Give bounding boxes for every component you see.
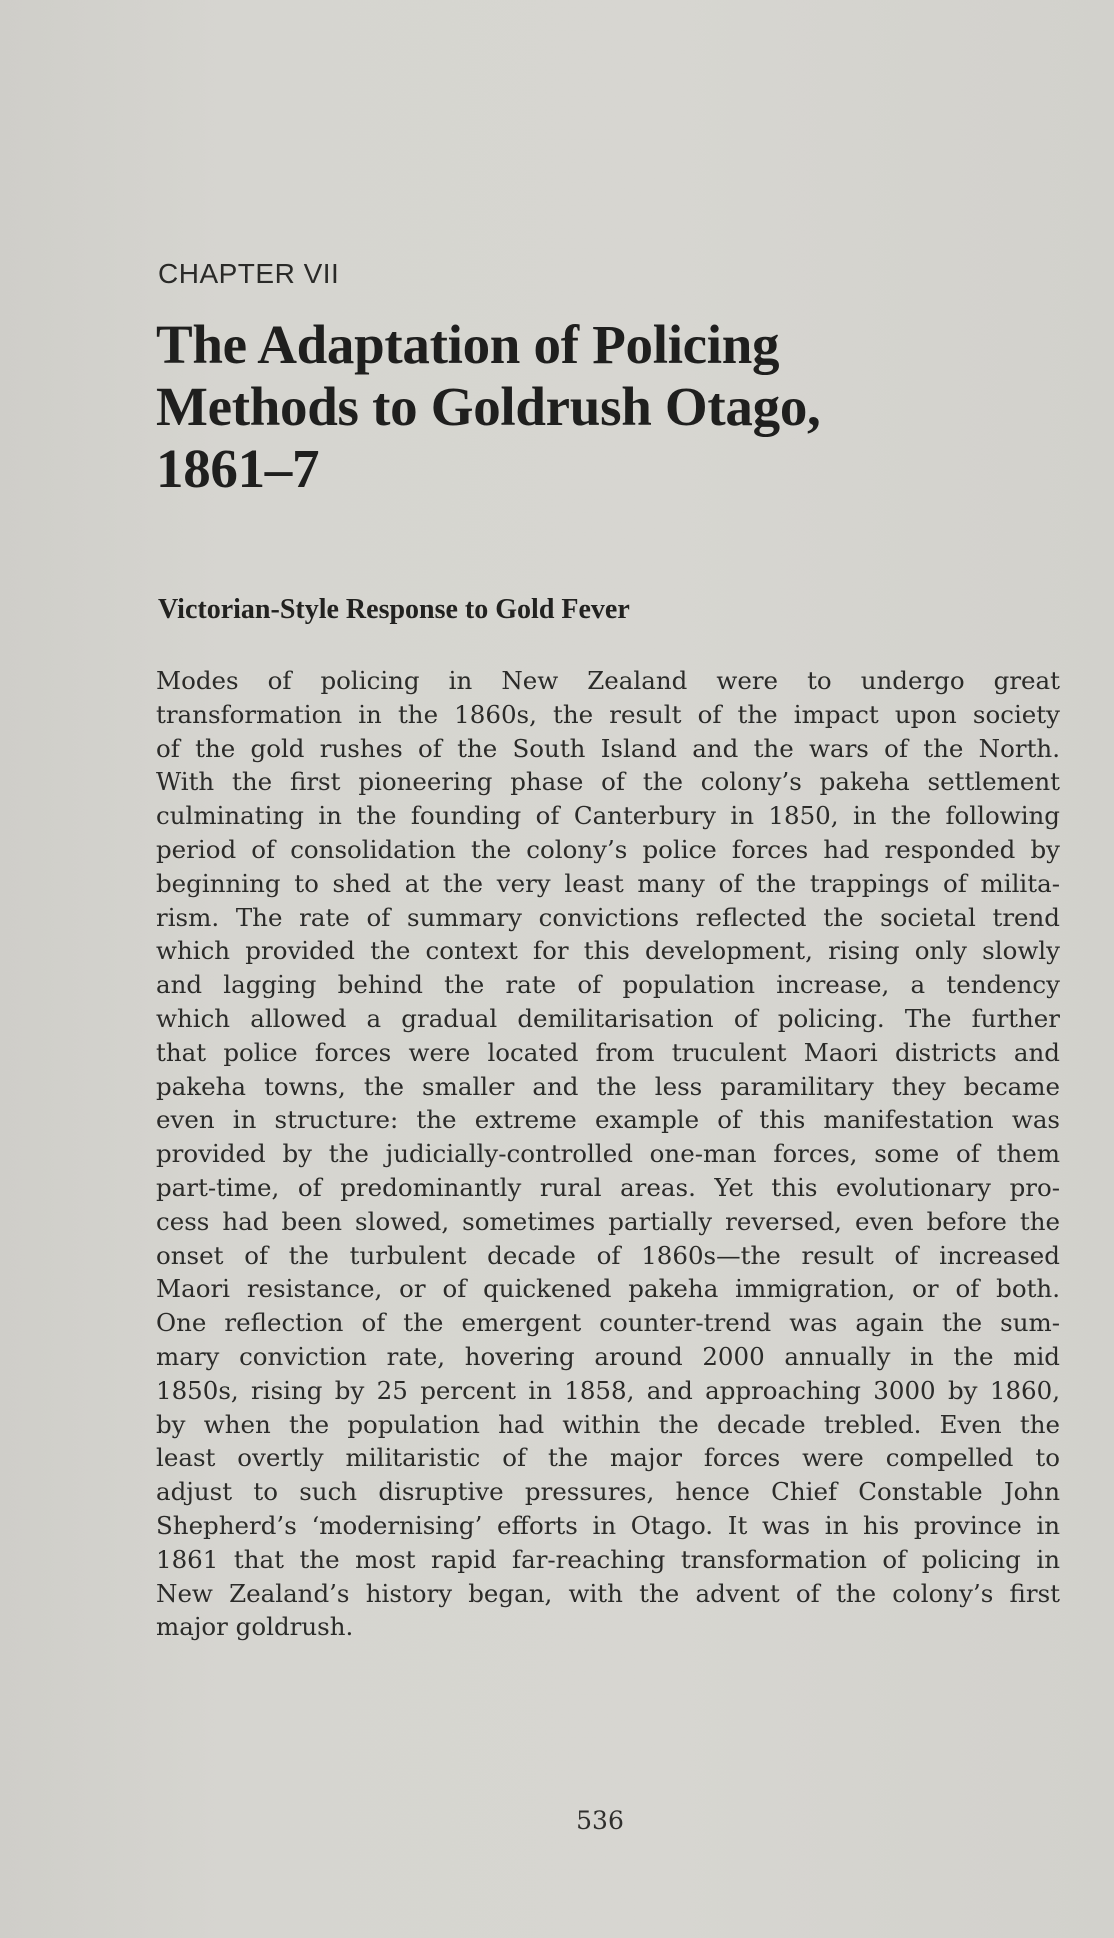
body-line: Maori resistance, or of quickened pakeha immigration, or of both. <box>156 1274 1060 1304</box>
body-line: and lagging behind the rate of population increase, a tendency <box>156 970 1060 1000</box>
body-line: 1850s, rising by 25 percent in 1858, and approaching 3000 by 1860, <box>156 1375 1060 1405</box>
body-line: which allowed a gradual demilitarisation of policing. The further <box>156 1003 1060 1033</box>
body-line: transformation in the 1860s, the result of the impact upon society <box>156 699 1060 729</box>
chapter-label: CHAPTER VII <box>158 258 340 289</box>
chapter-title-line: 1861–7 <box>156 438 320 499</box>
body-line: major goldrush. <box>156 1612 354 1642</box>
body-line: Modes of policing in New Zealand were to undergo great <box>156 666 1060 695</box>
body-line: by when the population had within the decade trebled. Even the <box>156 1409 1060 1439</box>
body-line: cess had been slowed, sometimes partially reversed, even before the <box>156 1206 1060 1236</box>
body-line: pakeha towns, the smaller and the less paramilitary they became <box>156 1071 1060 1101</box>
body-line: With the first pioneering phase of the colony’s pakeha settlement <box>156 767 1060 797</box>
chapter-title-line: The Adaptation of Policing <box>156 314 780 375</box>
body-line: that police forces were located from truculent Maori districts and <box>156 1037 1060 1067</box>
body-line: provided by the judicially-controlled one-man forces, some of them <box>156 1139 1060 1169</box>
body-line: least overtly militaristic of the major forces were compelled to <box>156 1443 1060 1473</box>
body-line: rism. The rate of summary convictions reflected the societal trend <box>156 902 1060 932</box>
body-line: New Zealand’s history began, with the advent of the colony’s first <box>156 1578 1060 1608</box>
chapter-title <box>156 314 1016 500</box>
body-line: 1861 that the most rapid far-reaching transformation of policing in <box>156 1544 1060 1574</box>
body-paragraph <box>156 664 1060 1644</box>
body-line: mary conviction rate, hovering around 2000 annually in the mid <box>156 1341 1060 1371</box>
chapter-title-line: Methods to Goldrush Otago, <box>156 376 821 437</box>
body-line: culminating in the founding of Canterbury in 1850, in the following <box>156 801 1060 831</box>
body-line: even in structure: the extreme example of this manifestation was <box>156 1105 1060 1135</box>
body-line: One reflection of the emergent counter-trend was again the sum- <box>156 1308 1060 1338</box>
body-line: onset of the turbulent decade of 1860s—the result of increased <box>156 1240 1060 1270</box>
body-line: of the gold rushes of the South Island and the wars of the North. <box>156 733 1060 763</box>
body-line: adjust to such disruptive pressures, hence Chief Constable John <box>156 1477 1060 1507</box>
body-line: part-time, of predominantly rural areas. Yet this evolutionary pro- <box>156 1172 1060 1202</box>
body-line: Shepherd’s ‘modernising’ efforts in Otago. It was in his province in <box>156 1510 1060 1540</box>
body-line: beginning to shed at the very least many of the trappings of milita- <box>156 868 1060 898</box>
body-line: which provided the context for this development, rising only slowly <box>156 936 1060 966</box>
page-number: 536 <box>576 1806 624 1835</box>
section-heading: Victorian-Style Response to Gold Fever <box>158 594 630 625</box>
body-line: period of consolidation the colony’s police forces had responded by <box>156 834 1060 864</box>
